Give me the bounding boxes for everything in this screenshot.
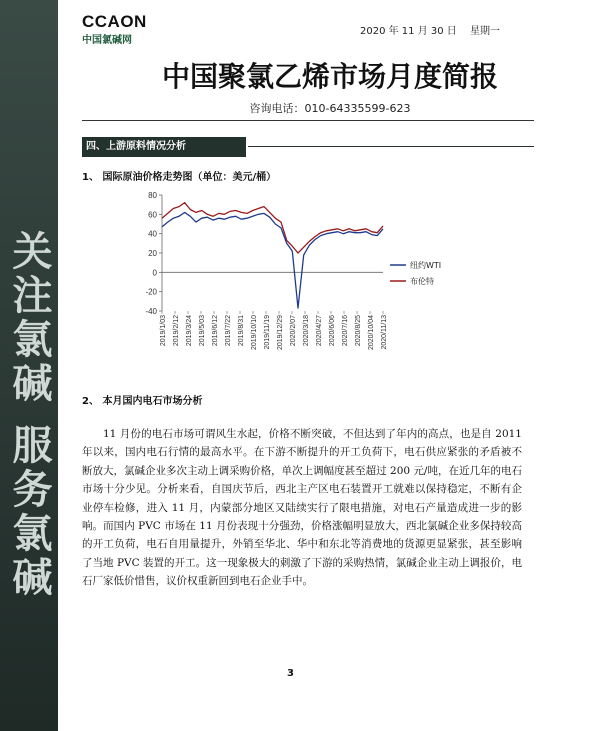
x-tick-label: 2020/3/18	[303, 315, 310, 347]
ccaon-logo	[82, 12, 147, 46]
x-tick-label: 2019/3/24	[186, 315, 193, 347]
x-tick-label: 2019/1/03	[160, 315, 167, 347]
x-tick-label: 2019/10/10	[251, 315, 258, 351]
oil-price-chart	[128, 185, 458, 385]
section-heading: 四、上游原料情况分析	[82, 137, 246, 157]
x-tick-label: 2020/4/27	[316, 315, 323, 347]
x-tick-label: 2020/6/06	[329, 315, 336, 347]
y-tick-label: 60	[148, 210, 157, 220]
x-tick-label: 2019/12/29	[277, 315, 284, 351]
issue-date	[360, 22, 510, 37]
date-text: 2020 年 11 月 30 日	[360, 26, 457, 37]
weekday-text: 星期一	[469, 26, 500, 37]
page-title: 中国聚氯乙烯市场月度简报	[161, 60, 498, 93]
article-paragraph: 11 月份的电石市场可谓风生水起，价格不断突破，不但达到了年内的高点，也是自 2011 年以来，国内电石行情的最高水平。在下游不断提升的开工负荷下，电石供应紧张的矛盾被不断放大，氯碱企业多次主动上调采购价格，单次上调幅度甚至超过 200 元/吨，在近几年的电石市场十分少见。分析来看，自国庆节后，西北主产区电石装置开工就难以保持稳定，不断有企业停车检修，进入 11 月，内蒙部分地区又陆续实行了限电措施，对电石产量造成进一步的影响。而国内 PVC 市场在 11 月份表现十分强劲，价格涨幅明显放大，西北氯碱企业多保持较高的开工负荷，电石自用量提升，外销至华北、华中和东北等消费地的货源更显紧张，甚至影响了当地 PVC 装置的开工。这一现象极大的刺激了下游的采购热情，氯碱企业主动上调报价，电石厂家低价惜售，议价权重新回到电石企业手中。	[82, 428, 522, 588]
y-tick-label: 80	[148, 191, 157, 200]
x-tick-label: 2019/8/31	[238, 315, 245, 347]
y-tick-label: -20	[145, 287, 157, 297]
x-tick-label: 2019/6/12	[212, 315, 219, 347]
contact-phone: 咨询电话：010-64335599-623	[249, 102, 411, 115]
x-tick-label: 2020/7/16	[342, 315, 349, 347]
header-divider	[82, 120, 534, 121]
legend-label: 布伦特	[410, 277, 434, 286]
x-tick-label: 2020/10/04	[368, 315, 375, 351]
y-tick-label: 0	[152, 268, 157, 278]
chart-series	[162, 203, 383, 308]
series-line-brent	[162, 203, 383, 253]
sidebar-banner	[0, 0, 58, 731]
x-tick-label: 2020/2/07	[290, 315, 297, 347]
y-tick-label: -40	[145, 307, 157, 316]
subsection-heading-carbide: 2、 本月国内电石市场分析	[82, 396, 203, 407]
x-tick-label: 2020/8/25	[355, 315, 362, 347]
x-tick-label: 2020/11/13	[381, 315, 388, 350]
x-tick-label: 2019/11/19	[264, 315, 271, 350]
logo-text: CCAON	[82, 12, 147, 31]
legend-label: 纽约WTI	[410, 261, 442, 270]
chart-x-labels	[160, 311, 388, 350]
chart-legend	[390, 260, 441, 286]
x-tick-label: 2019/2/12	[173, 315, 180, 347]
y-tick-label: 40	[148, 229, 157, 239]
y-tick-label: 20	[148, 249, 157, 258]
subsection-heading-oil: 1、 国际原油价格走势图（单位：美元/桶）	[82, 172, 277, 183]
logo-subtitle: 中国氯碱网	[82, 35, 132, 46]
x-tick-label: 2019/7/22	[225, 315, 232, 347]
sidebar-slogan: 关注氯碱 服务氯碱	[6, 230, 52, 600]
series-line-wti	[162, 212, 383, 308]
page-number: 3	[287, 668, 294, 679]
x-tick-label: 2019/5/03	[199, 315, 206, 347]
chart-axes	[145, 191, 383, 316]
